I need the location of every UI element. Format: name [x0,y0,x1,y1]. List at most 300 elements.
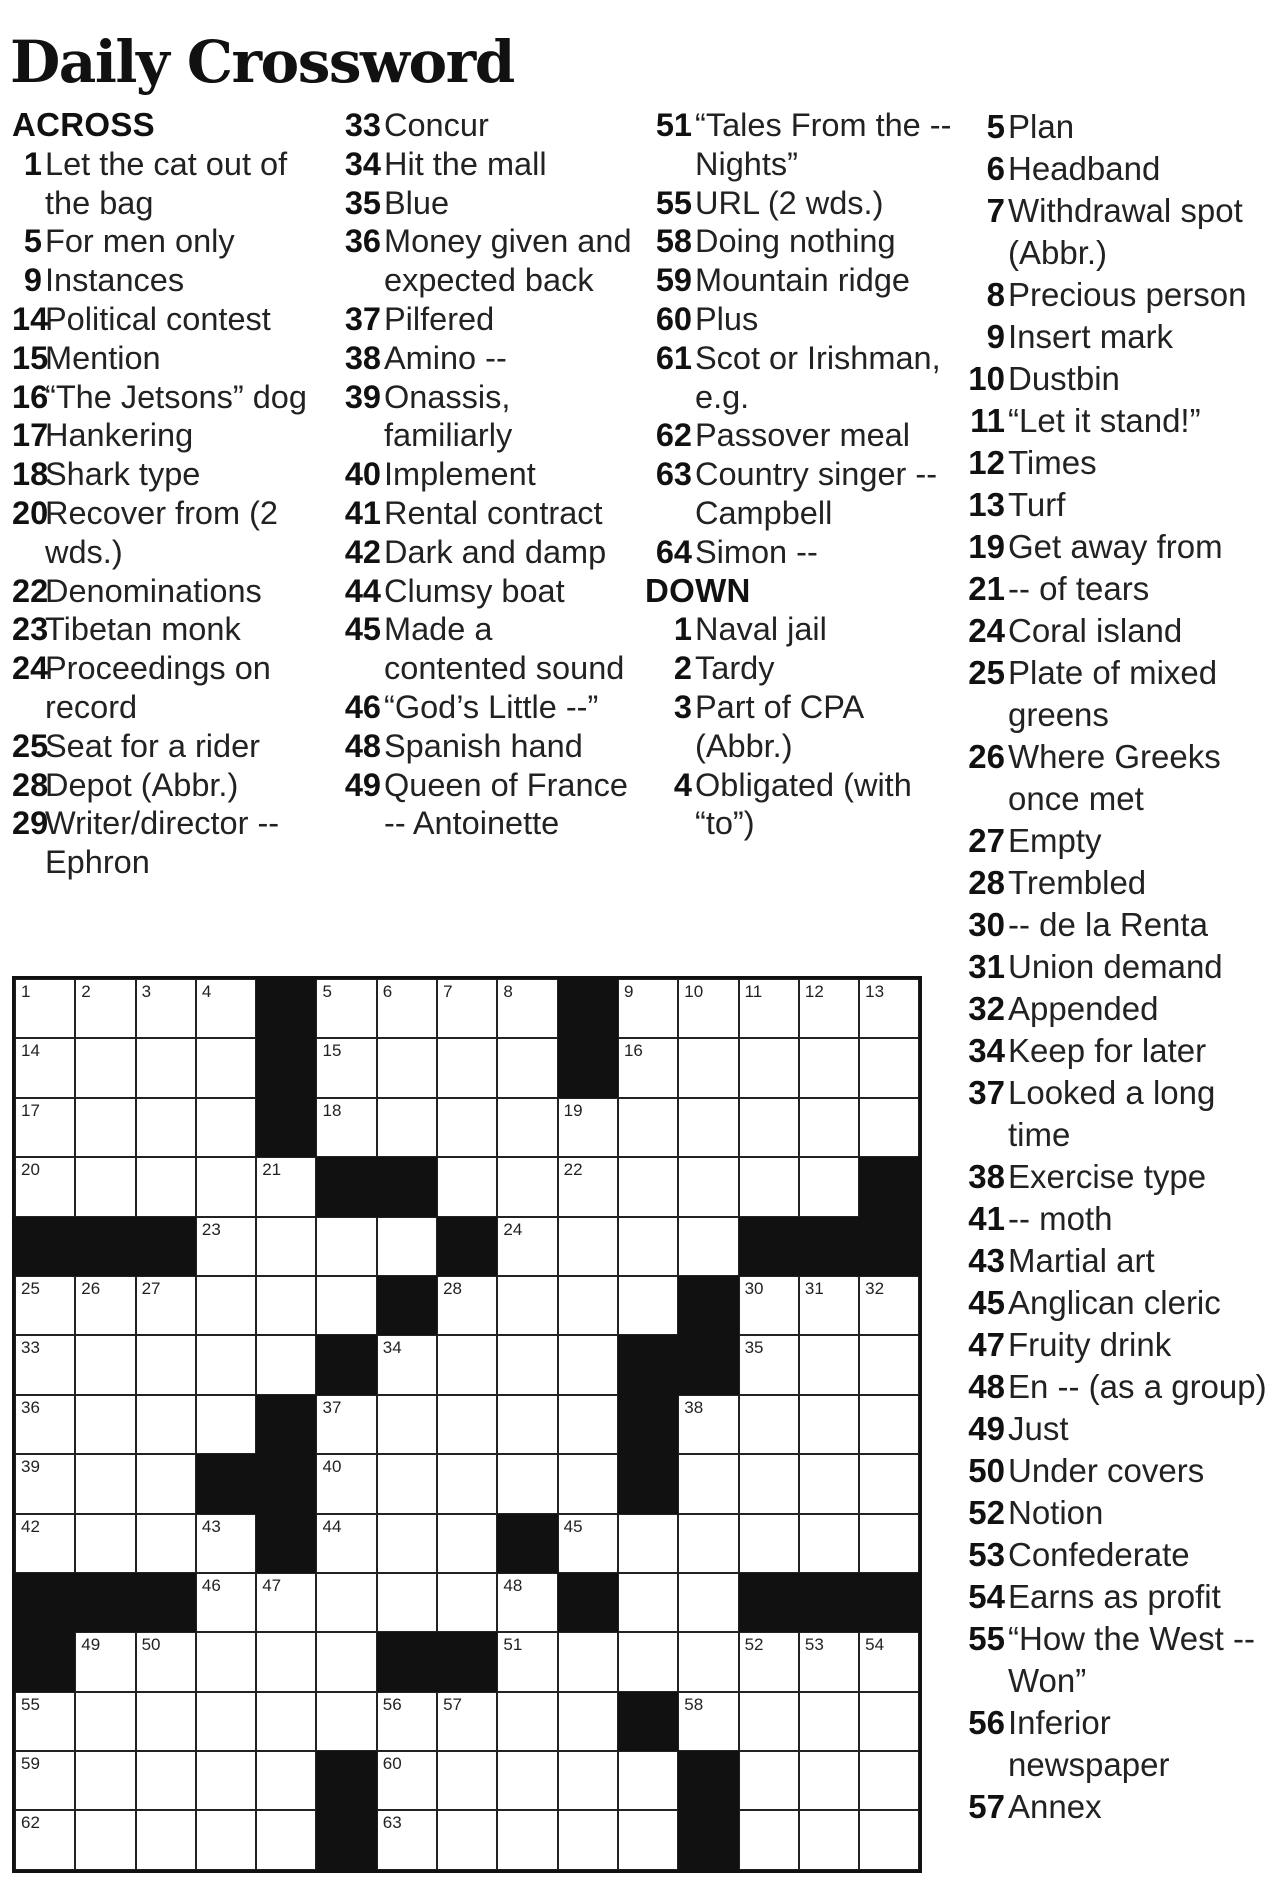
grid-cell[interactable] [316,979,376,1038]
grid-cell[interactable] [739,1335,799,1394]
grid-cell[interactable] [799,1395,859,1454]
down-clue[interactable] [958,652,1278,736]
grid-cell[interactable] [136,1454,196,1513]
grid-cell[interactable] [377,1098,437,1157]
grid-cell[interactable] [136,1038,196,1097]
across-clue[interactable] [645,339,953,417]
grid-cell[interactable] [497,1751,557,1810]
grid-cell[interactable] [377,1454,437,1513]
down-clue[interactable] [958,1198,1278,1240]
grid-cell[interactable] [497,1098,557,1157]
clue-text: Tardy [695,650,775,687]
clue-text: Obligated (with “to”) [695,766,912,842]
grid-cell[interactable] [15,1514,75,1573]
grid-cell[interactable] [316,1395,376,1454]
grid-cell[interactable] [136,979,196,1038]
across-clue[interactable] [645,533,953,572]
grid-cell[interactable] [437,1573,497,1632]
down-clue[interactable] [958,1702,1278,1786]
across-clue[interactable] [645,261,953,300]
grid-cell[interactable] [618,1217,678,1276]
grid-cell[interactable] [316,1276,376,1335]
grid-cell[interactable] [497,1632,557,1691]
grid-cell[interactable] [859,1810,919,1869]
grid-cell[interactable] [316,1454,376,1513]
grid-cell[interactable] [136,1335,196,1394]
grid-cell[interactable] [799,1454,859,1513]
grid-cell[interactable] [437,1038,497,1097]
grid-cell[interactable] [739,979,799,1038]
grid-cell[interactable] [558,1454,618,1513]
across-clue[interactable] [332,145,636,184]
grid-cell[interactable] [377,1395,437,1454]
black-square [678,1810,738,1869]
grid-cell[interactable] [437,979,497,1038]
black-square [377,1276,437,1335]
grid-cell[interactable] [377,979,437,1038]
grid-cell[interactable] [75,1157,135,1216]
clue-number: 30 [968,906,1005,943]
grid-cell[interactable] [136,1632,196,1691]
clue-text: Seat for a rider [45,727,260,764]
down-clue[interactable] [958,1240,1278,1282]
clue-number: 27 [968,822,1005,859]
clue-number: 59 [655,262,692,299]
clue-number: 35 [344,184,381,221]
grid-cell[interactable] [618,1632,678,1691]
grid-cell[interactable] [739,1276,799,1335]
grid-cell[interactable] [678,1038,738,1097]
clue-number: 25 [968,654,1005,691]
grid-cell[interactable] [558,1810,618,1869]
grid-cell[interactable] [196,1514,256,1573]
grid-cell[interactable] [75,1098,135,1157]
grid-cell[interactable] [678,1692,738,1751]
black-square [136,1573,196,1632]
across-clue[interactable] [332,455,636,494]
page-title: Daily Crossword [10,28,514,96]
grid-cell[interactable] [437,1810,497,1869]
grid-cell[interactable] [678,1217,738,1276]
grid-cell[interactable] [799,979,859,1038]
across-clue[interactable] [645,455,953,533]
grid-cell[interactable] [739,1692,799,1751]
grid-cell[interactable] [15,1335,75,1394]
grid-cell[interactable] [558,1632,618,1691]
clue-number: 13 [968,486,1005,523]
across-clue[interactable] [12,378,330,417]
down-clue[interactable] [958,148,1278,190]
cell-number: 22 [563,1160,583,1180]
down-clue[interactable] [958,820,1278,862]
across-clue[interactable] [12,145,330,223]
down-clue[interactable] [958,946,1278,988]
grid-cell[interactable] [558,1751,618,1810]
grid-cell[interactable] [859,979,919,1038]
down-clue[interactable] [958,274,1278,316]
across-clue[interactable] [645,300,953,339]
grid-cell[interactable] [618,1810,678,1869]
across-clue[interactable] [12,727,330,766]
black-square [437,1217,497,1276]
down-clue[interactable] [958,1282,1278,1324]
down-clue[interactable] [958,190,1278,274]
down-clue[interactable] [958,862,1278,904]
clue-text: “God’s Little --” [384,688,599,725]
grid-cell[interactable] [377,1514,437,1573]
grid-cell[interactable] [618,1514,678,1573]
down-clue[interactable] [958,1156,1278,1198]
down-clue[interactable] [645,766,953,844]
grid-cell[interactable] [136,1692,196,1751]
grid-cell[interactable] [799,1276,859,1335]
across-clue[interactable] [332,300,636,339]
clue-number: 25 [12,727,49,764]
grid-cell[interactable] [558,1335,618,1394]
grid-cell[interactable] [497,1276,557,1335]
grid-cell[interactable] [15,1454,75,1513]
clue-number: 57 [968,1788,1005,1825]
grid-cell[interactable] [678,1454,738,1513]
across-clue[interactable] [12,494,330,572]
clue-number: 16 [12,378,49,415]
clue-text: Inferior newspaper [1008,1704,1170,1783]
grid-cell[interactable] [558,1395,618,1454]
across-clue[interactable] [332,378,636,456]
grid-cell[interactable] [256,1692,316,1751]
across-clue[interactable] [12,572,330,611]
grid-cell[interactable] [799,1157,859,1216]
grid-cell[interactable] [196,1692,256,1751]
down-clue[interactable] [958,1324,1278,1366]
down-clue[interactable] [958,988,1278,1030]
grid-cell[interactable] [678,979,738,1038]
across-clue[interactable] [645,184,953,223]
down-clue[interactable] [958,484,1278,526]
grid-cell[interactable] [196,1276,256,1335]
down-clue[interactable] [958,106,1278,148]
grid-cell[interactable] [136,1157,196,1216]
grid-cell[interactable] [618,1157,678,1216]
across-clue[interactable] [332,339,636,378]
clue-number: 26 [968,738,1005,775]
grid-cell[interactable] [196,1751,256,1810]
grid-cell[interactable] [437,1454,497,1513]
grid-cell[interactable] [437,1157,497,1216]
across-heading: ACROSS [12,106,155,143]
grid-cell[interactable] [497,979,557,1038]
grid-cell[interactable] [859,1038,919,1097]
grid-cell[interactable] [196,1632,256,1691]
grid-cell[interactable] [739,1810,799,1869]
across-clue[interactable] [12,339,330,378]
grid-cell[interactable] [437,1692,497,1751]
grid-cell[interactable] [739,1454,799,1513]
across-clue[interactable] [645,222,953,261]
grid-cell[interactable] [256,1632,316,1691]
grid-cell[interactable] [859,1514,919,1573]
grid-cell[interactable] [15,1751,75,1810]
grid-cell[interactable] [256,1157,316,1216]
grid-cell[interactable] [136,1810,196,1869]
grid-cell[interactable] [136,1514,196,1573]
clue-number: 44 [344,572,381,609]
grid-cell[interactable] [75,1692,135,1751]
grid-cell[interactable] [256,1217,316,1276]
down-clue[interactable] [958,316,1278,358]
grid-cell[interactable] [859,1454,919,1513]
grid-cell[interactable] [618,1098,678,1157]
grid-cell[interactable] [799,1810,859,1869]
grid-cell[interactable] [377,1335,437,1394]
clue-text: Amino -- [384,339,507,376]
grid-cell[interactable] [437,1751,497,1810]
grid-cell[interactable] [377,1751,437,1810]
down-clue[interactable] [958,1366,1278,1408]
grid-cell[interactable] [196,1157,256,1216]
across-clue[interactable] [332,572,636,611]
down-clue[interactable] [645,688,953,766]
grid-cell[interactable] [196,979,256,1038]
across-clue[interactable] [332,688,636,727]
down-clue[interactable] [958,1576,1278,1618]
grid-cell[interactable] [859,1692,919,1751]
down-clue[interactable] [645,610,953,649]
across-clue[interactable] [12,766,330,805]
grid-cell[interactable] [799,1514,859,1573]
grid-cell[interactable] [316,1573,376,1632]
down-clue[interactable] [958,736,1278,820]
grid-cell[interactable] [15,979,75,1038]
across-clue[interactable] [332,610,636,688]
grid-cell[interactable] [558,1514,618,1573]
grid-cell[interactable] [316,1217,376,1276]
down-clue[interactable] [958,442,1278,484]
grid-cell[interactable] [437,1276,497,1335]
across-clue[interactable] [332,766,636,844]
down-clue[interactable] [958,1786,1278,1828]
grid-cell[interactable] [75,1514,135,1573]
grid-cell[interactable] [558,1217,618,1276]
grid-cell[interactable] [678,1573,738,1632]
grid-cell[interactable] [196,1335,256,1394]
grid-cell[interactable] [558,1276,618,1335]
grid-cell[interactable] [497,1335,557,1394]
down-clue[interactable] [958,568,1278,610]
grid-cell[interactable] [437,1335,497,1394]
across-clue[interactable] [12,649,330,727]
grid-cell[interactable] [859,1395,919,1454]
grid-cell[interactable] [497,1692,557,1751]
grid-cell[interactable] [15,1276,75,1335]
grid-cell[interactable] [739,1395,799,1454]
grid-cell[interactable] [618,1573,678,1632]
grid-cell[interactable] [739,1038,799,1097]
grid-cell[interactable] [15,1810,75,1869]
grid-cell[interactable] [618,1276,678,1335]
clue-text: Proceedings on record [45,650,271,725]
grid-cell[interactable] [256,1810,316,1869]
across-clue[interactable] [332,727,636,766]
grid-cell[interactable] [196,1098,256,1157]
grid-cell[interactable] [799,1692,859,1751]
across-clue[interactable] [12,261,330,300]
grid-cell[interactable] [558,1157,618,1216]
grid-cell[interactable] [497,1395,557,1454]
grid-cell[interactable] [558,1098,618,1157]
across-clue[interactable] [645,416,953,455]
grid-cell[interactable] [15,1098,75,1157]
black-square [377,1632,437,1691]
grid-cell[interactable] [377,1692,437,1751]
grid-cell[interactable] [196,1395,256,1454]
down-clue[interactable] [958,1492,1278,1534]
grid-cell[interactable] [256,1573,316,1632]
down-clue[interactable] [958,1618,1278,1702]
grid-cell[interactable] [618,1751,678,1810]
across-clue[interactable] [332,222,636,300]
grid-cell[interactable] [75,1810,135,1869]
cell-number: 12 [804,982,824,1001]
grid-cell[interactable] [75,1632,135,1691]
grid-cell[interactable] [196,1573,256,1632]
across-clue[interactable] [12,610,330,649]
down-clue[interactable] [958,610,1278,652]
across-clue[interactable] [12,300,330,339]
grid-cell[interactable] [256,1751,316,1810]
grid-cell[interactable] [497,1454,557,1513]
grid-cell[interactable] [437,1395,497,1454]
grid-cell[interactable] [196,1217,256,1276]
across-clue[interactable] [12,222,330,261]
clue-number: 3 [673,688,692,725]
grid-cell[interactable] [437,1514,497,1573]
clue-number: 63 [655,456,692,493]
down-clue[interactable] [958,1408,1278,1450]
black-square [75,1217,135,1276]
grid-cell[interactable] [678,1395,738,1454]
black-square [196,1454,256,1513]
grid-cell[interactable] [75,1038,135,1097]
grid-cell[interactable] [316,1514,376,1573]
down-clue[interactable] [645,649,953,688]
grid-cell[interactable] [859,1335,919,1394]
grid-cell[interactable] [437,1098,497,1157]
grid-cell[interactable] [75,979,135,1038]
grid-cell[interactable] [558,1692,618,1751]
clue-text: Political contest [45,300,271,337]
grid-cell[interactable] [377,1573,437,1632]
grid-cell[interactable] [15,1395,75,1454]
grid-cell[interactable] [75,1751,135,1810]
grid-cell[interactable] [618,979,678,1038]
grid-cell[interactable] [799,1098,859,1157]
down-clue[interactable] [958,526,1278,568]
grid-cell[interactable] [739,1751,799,1810]
grid-cell[interactable] [799,1632,859,1691]
grid-cell[interactable] [256,1276,316,1335]
cell-number: 54 [865,1635,885,1655]
grid-cell[interactable] [618,1038,678,1097]
across-clue[interactable] [645,106,953,184]
grid-cell[interactable] [15,1157,75,1216]
grid-cell[interactable] [15,1692,75,1751]
down-clue[interactable] [958,1450,1278,1492]
across-clue[interactable] [332,494,636,533]
down-clue[interactable] [958,400,1278,442]
across-clue[interactable] [332,184,636,223]
grid-cell[interactable] [678,1157,738,1216]
grid-cell[interactable] [799,1335,859,1394]
grid-cell[interactable] [678,1098,738,1157]
grid-cell[interactable] [15,1038,75,1097]
grid-cell[interactable] [739,1098,799,1157]
grid-cell[interactable] [799,1751,859,1810]
grid-cell[interactable] [196,1810,256,1869]
grid-cell[interactable] [497,1038,557,1097]
across-clue[interactable] [332,533,636,572]
clue-number: 54 [968,1578,1005,1615]
grid-cell[interactable] [739,1514,799,1573]
grid-cell[interactable] [739,1157,799,1216]
grid-cell[interactable] [799,1038,859,1097]
grid-cell[interactable] [497,1157,557,1216]
grid-cell[interactable] [136,1751,196,1810]
across-clue[interactable] [12,804,330,882]
grid-cell[interactable] [75,1454,135,1513]
grid-cell[interactable] [316,1632,376,1691]
grid-cell[interactable] [136,1098,196,1157]
clue-number: 24 [12,650,49,687]
down-clue[interactable] [958,358,1278,400]
grid-cell[interactable] [859,1751,919,1810]
clue-text: Martial art [1008,1242,1155,1279]
grid-cell[interactable] [316,1038,376,1097]
cell-number: 11 [744,982,763,1001]
grid-cell[interactable] [377,1038,437,1097]
across-clue[interactable] [12,416,330,455]
grid-cell[interactable] [75,1395,135,1454]
grid-cell[interactable] [136,1395,196,1454]
cell-number: 57 [443,1694,462,1714]
grid-cell[interactable] [316,1098,376,1157]
down-clue[interactable] [958,904,1278,946]
grid-cell[interactable] [196,1038,256,1097]
grid-cell[interactable] [859,1632,919,1691]
grid-cell[interactable] [75,1276,135,1335]
across-clue[interactable] [332,106,636,145]
grid-cell[interactable] [377,1217,437,1276]
grid-cell[interactable] [377,1810,437,1869]
across-clue[interactable] [12,455,330,494]
grid-cell[interactable] [859,1098,919,1157]
down-clue[interactable] [958,1534,1278,1576]
grid-cell[interactable] [859,1276,919,1335]
down-clue[interactable] [958,1030,1278,1072]
grid-cell[interactable] [497,1573,557,1632]
grid-cell[interactable] [75,1335,135,1394]
grid-cell[interactable] [678,1632,738,1691]
grid-cell[interactable] [256,1335,316,1394]
down-clue[interactable] [958,1072,1278,1156]
grid-cell[interactable] [678,1514,738,1573]
grid-cell[interactable] [136,1276,196,1335]
black-square [256,1514,316,1573]
grid-cell[interactable] [497,1810,557,1869]
grid-cell[interactable] [497,1217,557,1276]
grid-cell[interactable] [316,1692,376,1751]
grid-cell[interactable] [739,1632,799,1691]
